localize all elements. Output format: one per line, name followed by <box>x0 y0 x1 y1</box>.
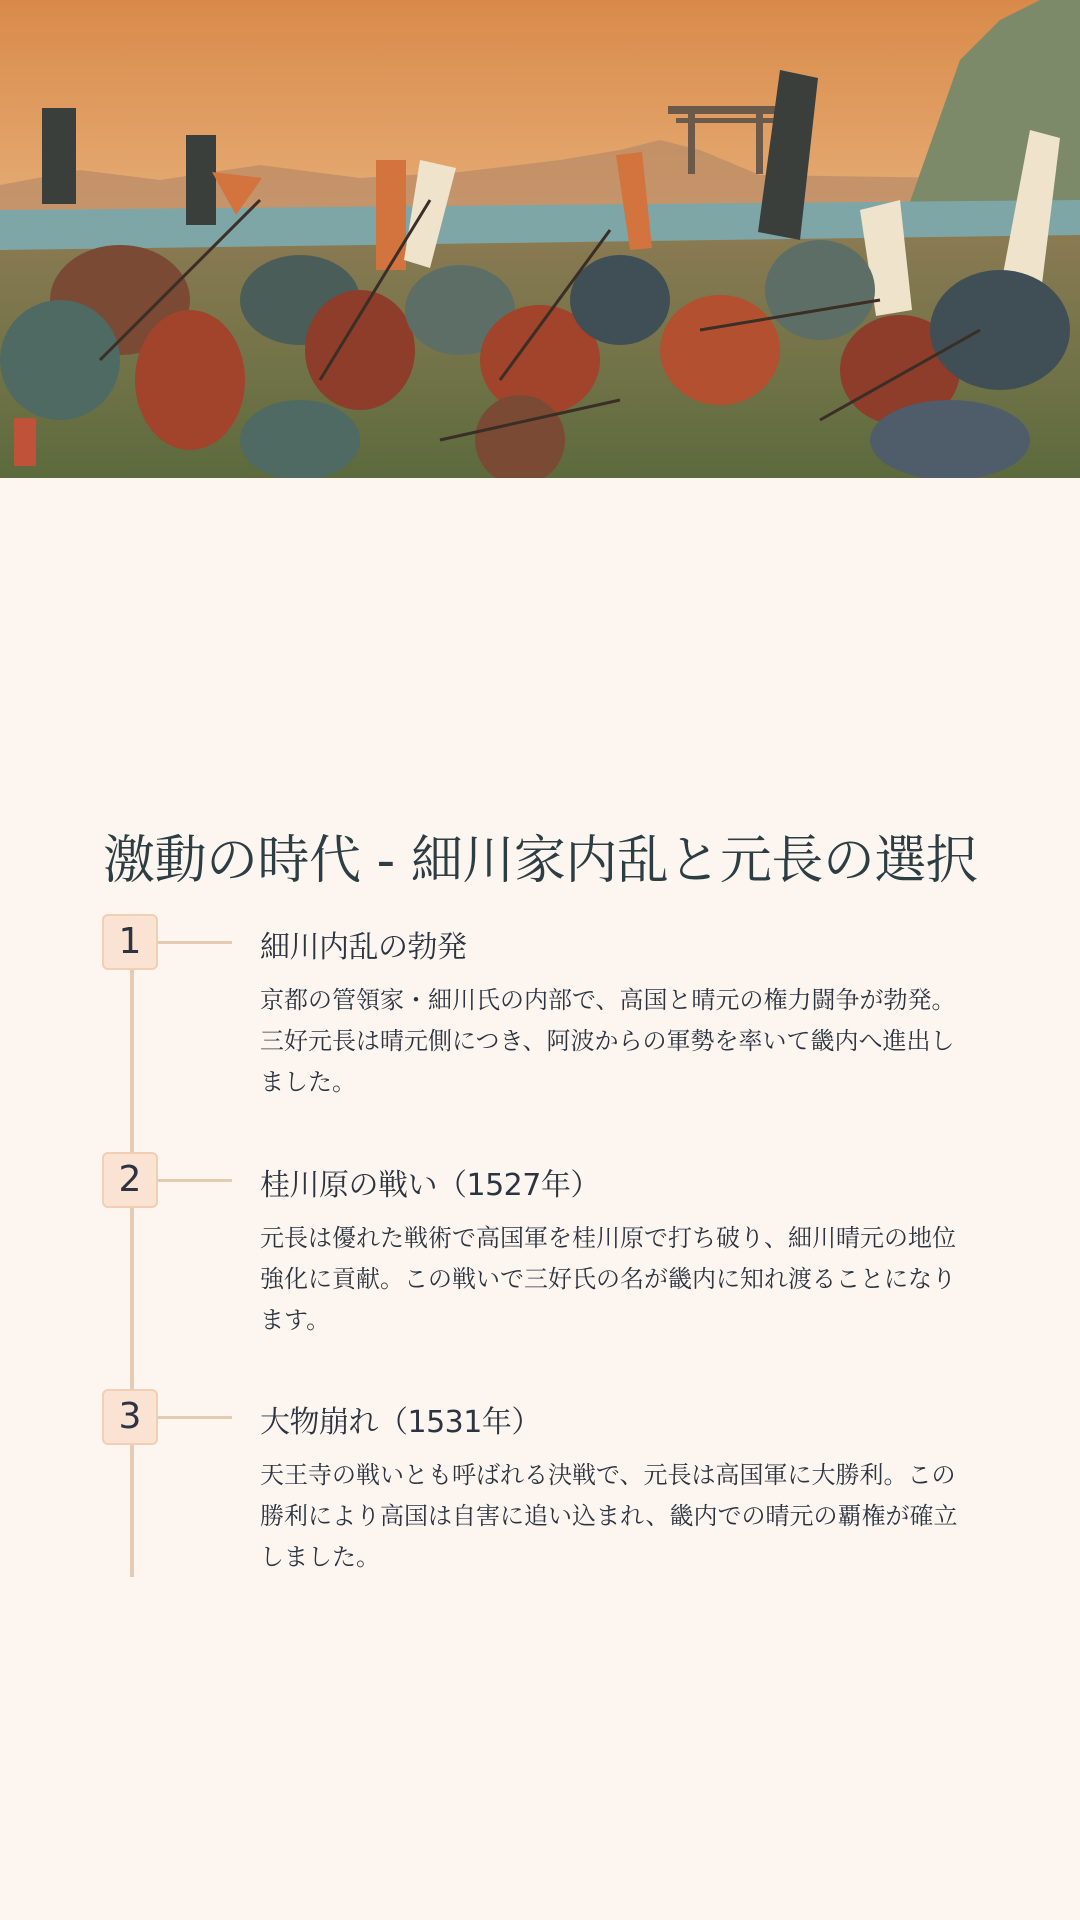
step-description: 京都の管領家・細川氏の内部で、高国と晴元の権力闘争が勃発。三好元長は晴元側につき、阿波からの軍勢を率いて畿内へ進出しました。 <box>260 986 956 1096</box>
hero-battle-illustration <box>0 0 1080 478</box>
step-number-badge: 1 <box>102 914 158 970</box>
step-number-badge: 2 <box>102 1152 158 1208</box>
step-description: 元長は優れた戦術で高国軍を桂川原で打ち破り、細川晴元の地位強化に貢献。この戦いで三好氏の名が畿内に知れ渡ることになります。 <box>260 1224 956 1334</box>
step-heading: 大物崩れ（1531年） <box>260 1405 541 1440</box>
step-connector <box>158 941 232 944</box>
page-title: 激動の時代 - 細川家内乱と元長の選択 <box>103 831 978 891</box>
step-heading: 桂川原の戦い（1527年） <box>260 1168 600 1203</box>
step-heading: 細川内乱の勃発 <box>260 930 467 965</box>
step-number-badge: 3 <box>102 1389 158 1445</box>
step-connector <box>158 1179 232 1182</box>
step-description: 天王寺の戦いとも呼ばれる決戦で、元長は高国軍に大勝利。この勝利により高国は自害に追い込まれ、畿内での晴元の覇権が確立しました。 <box>260 1461 958 1571</box>
step-connector <box>158 1416 232 1419</box>
timeline-line <box>130 960 134 1577</box>
